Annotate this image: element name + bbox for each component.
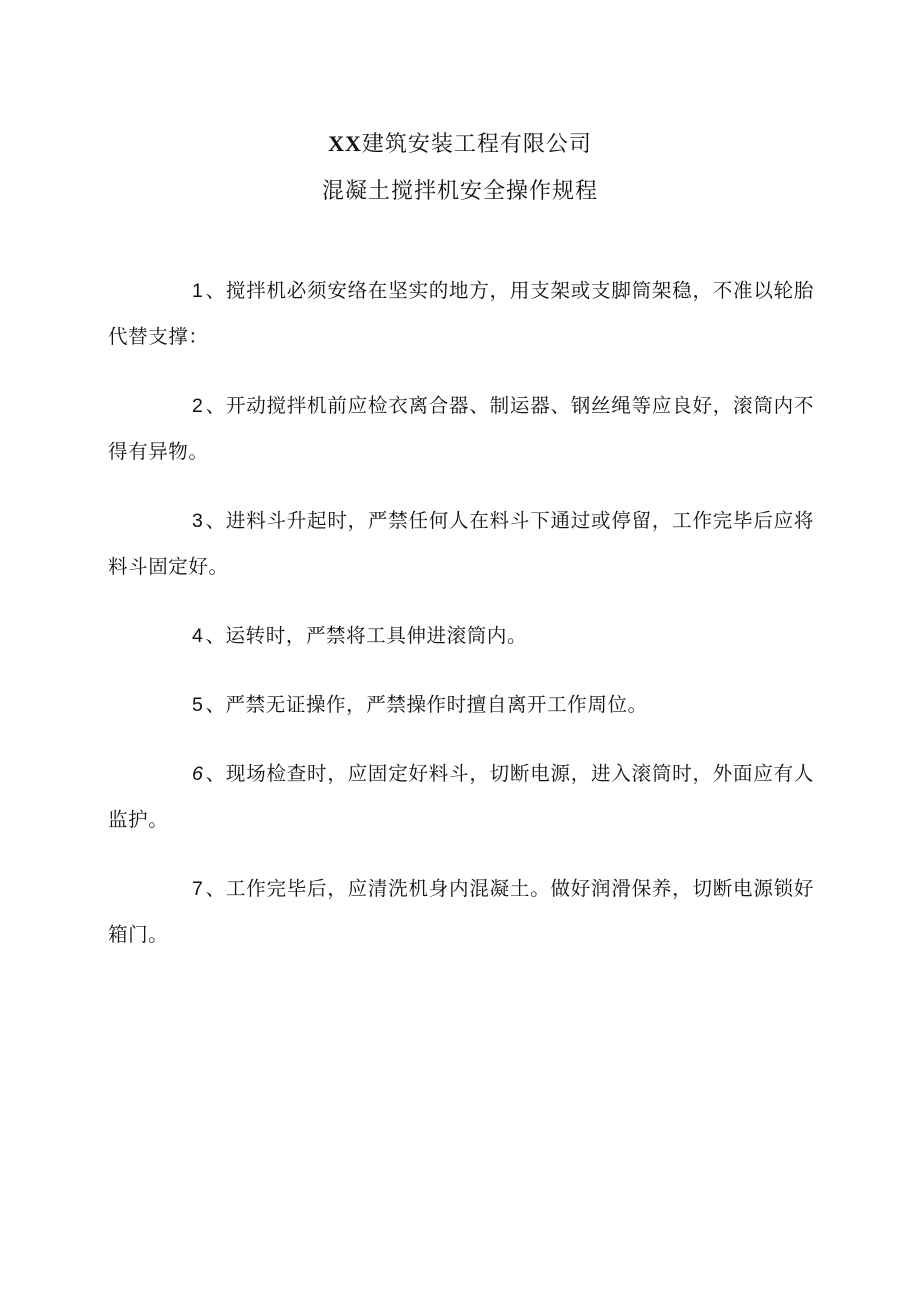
- rule-item-3: [108, 498, 814, 590]
- rule-number: 2: [192, 395, 204, 417]
- rule-number: 6: [192, 763, 204, 785]
- rule-number: 5: [192, 694, 204, 716]
- rule-item-2: [108, 383, 814, 475]
- company-name-rest: 建筑安装工程有限公司: [361, 132, 592, 157]
- rule-text: 、工作完毕后，应清洗机身内混凝土。做好润滑保养，切断电源锁好箱门。: [108, 877, 814, 946]
- company-name: [0, 129, 920, 160]
- rule-number: 7: [192, 878, 204, 900]
- rule-text: 、严禁无证操作，严禁操作时擅自离开工作周位。: [205, 693, 648, 716]
- rule-item-7: [108, 866, 814, 958]
- rule-item-6: [108, 751, 814, 843]
- rule-text: 、进料斗升起时，严禁任何人在料斗下通过或停留，工作完毕后应将料斗固定好。: [108, 509, 814, 578]
- rule-item-4: [108, 613, 814, 659]
- rule-text: 、开动搅拌机前应检衣离合器、制运器、钢丝绳等应良好，滚筒内不得有异物。: [108, 394, 814, 463]
- rules-list: [108, 268, 814, 981]
- rule-text: 、搅拌机必须安络在坚实的地方，用支架或支脚筒架稳，不准以轮胎代替支撑：: [108, 279, 814, 348]
- document-title: 混凝土搅拌机安全操作规程: [321, 179, 598, 204]
- rule-text: 、现场检查时，应固定好料斗，切断电源，进入滚筒时，外面应有人监护。: [108, 762, 814, 831]
- rule-number: 3: [192, 510, 204, 532]
- company-prefix: XX: [328, 131, 362, 156]
- rule-item-5: [108, 682, 814, 728]
- rule-item-1: [108, 268, 814, 360]
- rule-number: 1: [192, 280, 204, 302]
- rule-text: 、运转时，严禁将工具伸进滚筒内。: [205, 624, 528, 647]
- rule-number: 4: [192, 625, 204, 647]
